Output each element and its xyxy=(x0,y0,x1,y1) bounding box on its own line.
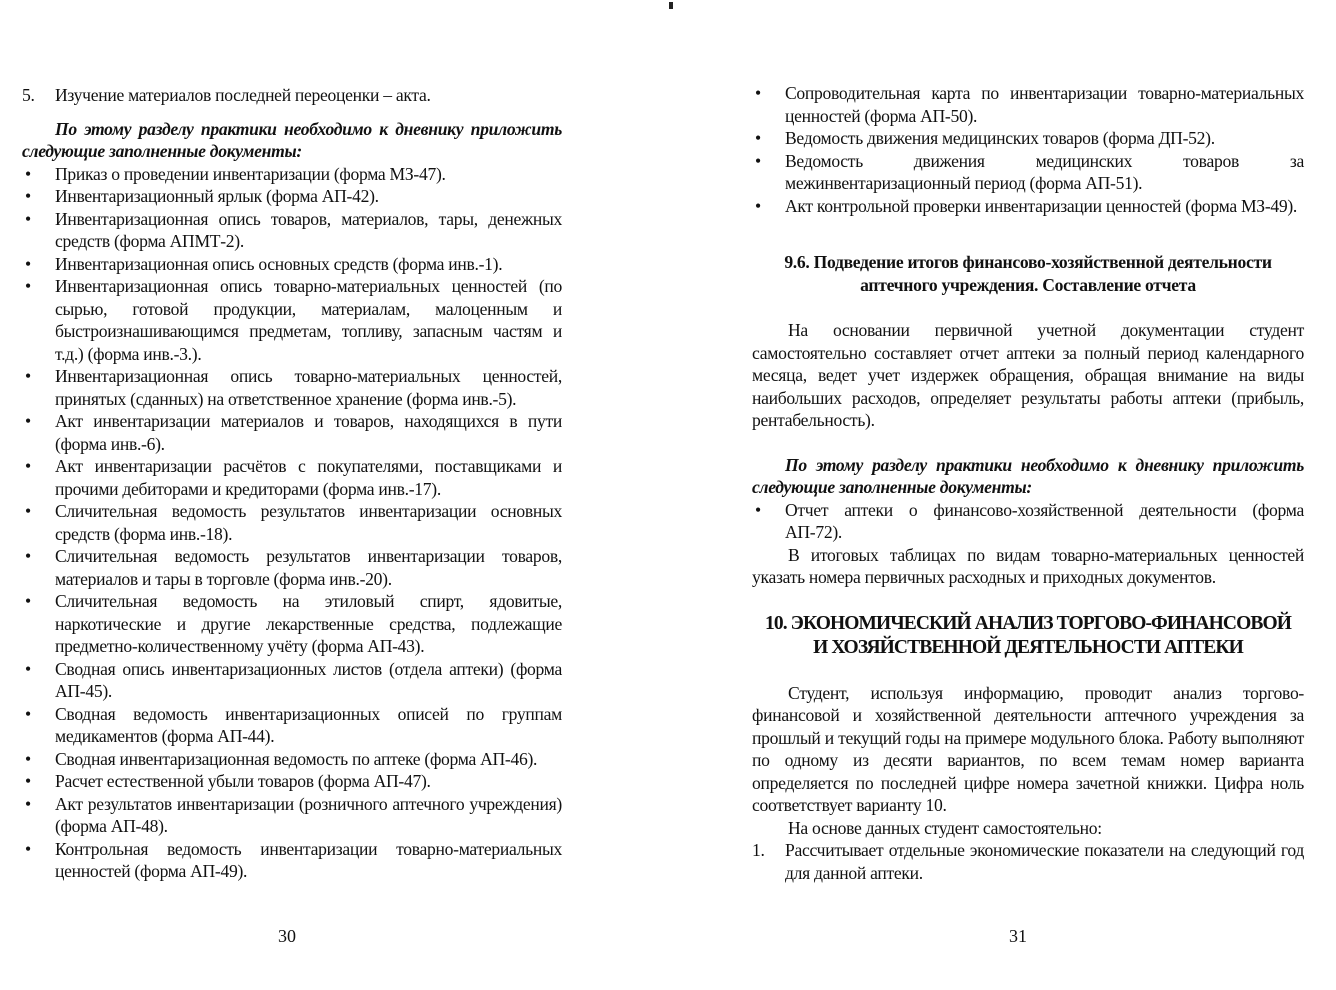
documents-list-continued xyxy=(752,82,1304,217)
bullet-icon: • xyxy=(25,703,31,724)
list-item-text: Сличительная ведомость результатов инвентаризации основных средств (форма инв.-18). xyxy=(55,501,562,544)
left-page-content xyxy=(22,84,562,883)
list-item-text: Приказ о проведении инвентаризации (форма МЗ-47). xyxy=(55,163,446,184)
bullet-icon: • xyxy=(25,546,31,566)
bullet-icon: • xyxy=(25,771,31,791)
bullet-icon: • xyxy=(755,150,761,171)
bullet-icon: • xyxy=(25,276,31,296)
numbered-item-5 xyxy=(22,84,562,107)
bullet-icon: • xyxy=(755,195,761,216)
list-item-text: Инвентаризационная опись товарно-материальных ценностей (по сырью, готовой продукции, материалам, малоценным и быстроизнашивающимся предметам, топливу, запасным частям и т.д.) (форма инв.-3.). xyxy=(55,276,562,364)
list-item xyxy=(752,499,1304,544)
documents-list xyxy=(22,163,562,883)
list-item-text: Инвентаризационная опись товарно-материальных ценностей, принятых (сданных) на ответственное хранение (форма инв.-5). xyxy=(55,366,562,409)
list-item-text: Отчет аптеки о финансово-хозяйственной деятельности (форма АП-72). xyxy=(785,499,1304,542)
list-item-text: Расчет естественной убыли товаров (форма АП-47). xyxy=(55,771,431,791)
list-item xyxy=(22,793,562,838)
right-page-content xyxy=(752,82,1304,884)
list-item-text: Сводная опись инвентаризационных листов (отдела аптеки) (форма АП-45). xyxy=(55,658,562,701)
bullet-icon: • xyxy=(755,83,761,103)
bullet-icon: • xyxy=(25,456,31,476)
numbered-item-1 xyxy=(752,839,1304,884)
list-item xyxy=(22,253,562,276)
bullet-icon: • xyxy=(25,366,31,386)
section-paragraph: На основании первичной учетной документации студент самостоятельно составляет отчет аптеки за полный период календарного месяца, ведет учет издержек обращения, обращая внимание на виды наибольших расходов, определяет результаты работы аптеки (прибыль, рентабельность). xyxy=(752,320,1304,430)
chapter-paragraph: Студент, используя информацию, проводит анализ торгово-финансовой и хозяйственной деятельности аптечного учреждения за прошлый и текущий годы на примере модульного блока. Работу выполняют по одному из десяти вариантов, по всем темам номер варианта определяется по последней цифре номера зачетной книжки. Цифра ноль соответствует варианту 10. xyxy=(752,682,1304,815)
bullet-icon: • xyxy=(755,128,761,148)
chapter-heading-line-1: 10. ЭКОНОМИЧЕСКИЙ АНАЛИЗ ТОРГОВО-ФИНАНСОВОЙ xyxy=(765,612,1291,634)
bullet-icon: • xyxy=(25,186,31,206)
list-item xyxy=(22,658,562,703)
item-text: Рассчитывает отдельные экономические показатели на следующий год для данной аптеки. xyxy=(785,840,1304,883)
bullet-icon: • xyxy=(25,411,31,431)
list-item xyxy=(22,500,562,545)
list-item-text: Акт результатов инвентаризации (розничного аптечного учреждения) (форма АП-48). xyxy=(55,793,562,836)
list-item xyxy=(22,365,562,410)
chapter-heading xyxy=(752,612,1304,660)
list-item xyxy=(22,208,562,253)
bullet-icon: • xyxy=(25,591,31,611)
bullet-icon: • xyxy=(25,253,31,274)
list-item xyxy=(752,150,1304,195)
list-item-text: Инвентаризационный ярлык (форма АП-42). xyxy=(55,186,379,206)
bullet-icon: • xyxy=(25,163,31,184)
list-item xyxy=(22,185,562,208)
list-item xyxy=(22,748,562,771)
list-item xyxy=(22,410,562,455)
bullet-icon: • xyxy=(25,838,31,859)
list-item-text: Ведомость движения медицинских товаров (форма ДП-52). xyxy=(785,128,1215,148)
list-item xyxy=(22,275,562,365)
page-number: 31 xyxy=(1009,926,1027,946)
attach-note: По этому разделу практики необходимо к дневнику приложить следующие заполненные документы: xyxy=(22,118,562,161)
list-item xyxy=(22,545,562,590)
item-number: 5. xyxy=(22,85,35,105)
list-item-text: Акт инвентаризации материалов и товаров, находящихся в пути (форма инв.-6). xyxy=(55,411,562,454)
item-number: 1. xyxy=(752,840,765,860)
bullet-icon: • xyxy=(25,793,31,814)
attach-note: По этому разделу практики необходимо к дневнику приложить следующие заполненные документы: xyxy=(752,454,1304,497)
list-item xyxy=(22,455,562,500)
page-number: 30 xyxy=(278,926,296,946)
list-item-text: Контрольная ведомость инвентаризации товарно-материальных ценностей (форма АП-49). xyxy=(55,838,562,881)
bullet-icon: • xyxy=(25,501,31,521)
tables-paragraph: В итоговых таблицах по видам товарно-материальных ценностей указать номера первичных расходных и приходных документов. xyxy=(752,544,1304,587)
chapter-paragraph-2: На основе данных студент самостоятельно: xyxy=(788,817,1102,838)
bullet-icon: • xyxy=(25,748,31,769)
chapter-heading-line-2: И ХОЗЯЙСТВЕННОЙ ДЕЯТЕЛЬНОСТИ АПТЕКИ xyxy=(813,636,1243,658)
list-item-text: Сводная инвентаризационная ведомость по аптеке (форма АП-46). xyxy=(55,748,538,769)
list-item-text: Акт инвентаризации расчётов с покупателями, поставщиками и прочими дебиторами и кредиторами (форма инв.-17). xyxy=(55,456,562,499)
item-text: Изучение материалов последней переоценки – акта. xyxy=(55,85,431,105)
list-item-text: Ведомость движения медицинских товаров за межинвентаризационный период (форма АП-51). xyxy=(785,150,1304,193)
list-item xyxy=(22,703,562,748)
bullet-icon: • xyxy=(25,208,31,229)
list-item xyxy=(22,590,562,658)
attach-documents-list xyxy=(752,499,1304,544)
list-item-text: Акт контрольной проверки инвентаризации ценностей (форма МЗ-49). xyxy=(785,195,1298,216)
list-item xyxy=(752,82,1304,127)
list-item xyxy=(22,770,562,793)
list-item-text: Инвентаризационная опись основных средств (форма инв.-1). xyxy=(55,253,503,274)
right-page xyxy=(668,0,1336,990)
list-item xyxy=(752,195,1304,218)
list-item-text: Инвентаризационная опись товаров, материалов, тары, денежных средств (форма АПМТ-2). xyxy=(55,208,562,251)
list-item-text: Сличительная ведомость на этиловый спирт, ядовитые, наркотические и другие лекарственные средства, подлежащие предметно-количественному учёту (форма АП-43). xyxy=(55,591,562,656)
list-item xyxy=(22,163,562,186)
list-item-text: Сопроводительная карта по инвентаризации товарно-материальных ценностей (форма АП-50). xyxy=(785,83,1304,126)
list-item xyxy=(752,127,1304,150)
bullet-icon: • xyxy=(25,658,31,679)
bullet-icon: • xyxy=(755,499,761,520)
list-item-text: Сличительная ведомость результатов инвентаризации товаров, материалов и тары в торговле (форма инв.-20). xyxy=(55,546,562,589)
list-item xyxy=(22,838,562,883)
section-heading: 9.6. Подведение итогов финансово-хозяйственной деятельности аптечного учреждения. Составление отчета xyxy=(784,252,1272,295)
list-item-text: Сводная ведомость инвентаризационных описей по группам медикаментов (форма АП-44). xyxy=(55,703,562,746)
